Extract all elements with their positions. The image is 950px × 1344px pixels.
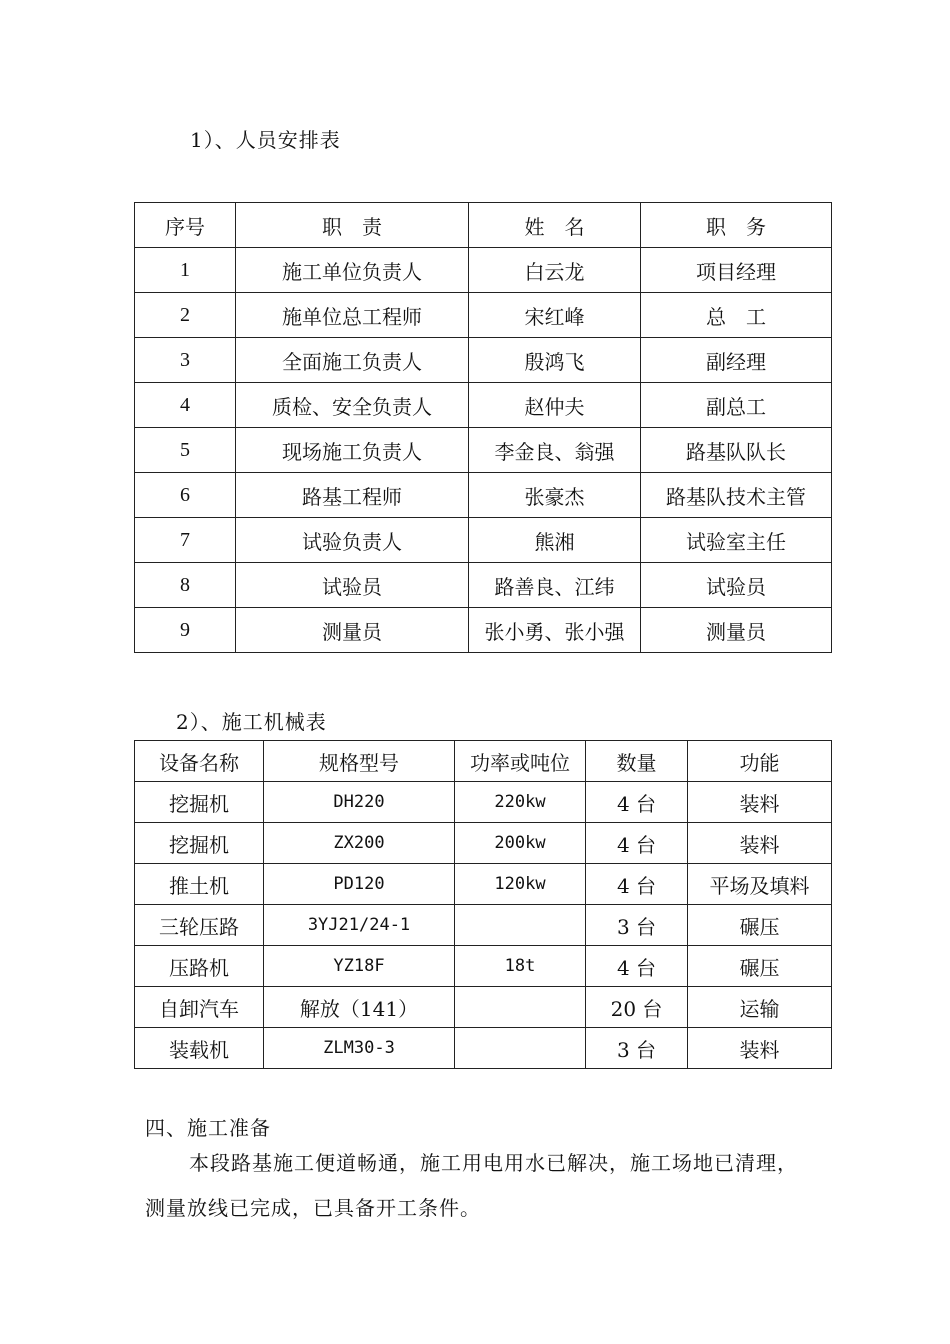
table-cell: 200kw — [455, 823, 586, 864]
table-row — [135, 782, 832, 823]
table-row — [135, 293, 832, 338]
table-cell: 路基队队长 — [641, 428, 832, 473]
table-cell: 4 台 — [586, 946, 688, 987]
table-cell: 3 台 — [586, 1028, 688, 1069]
header-cell: 规格型号 — [264, 741, 455, 782]
table-cell: 试验员 — [236, 563, 469, 608]
table-header-row — [135, 741, 832, 782]
table-cell: 4 台 — [586, 823, 688, 864]
table-cell: 挖掘机 — [135, 823, 264, 864]
table-row — [135, 1028, 832, 1069]
personnel-table — [134, 202, 832, 653]
table-cell: 李金良、翁强 — [469, 428, 641, 473]
table-cell: 宋红峰 — [469, 293, 641, 338]
table-cell: 张豪杰 — [469, 473, 641, 518]
table-cell: 解放（141） — [264, 987, 455, 1028]
table-cell: 装料 — [688, 823, 832, 864]
table-cell: 120kw — [455, 864, 586, 905]
table-row — [135, 946, 832, 987]
section-heading: 四、施工准备 — [145, 1116, 271, 1140]
table-cell: 4 台 — [586, 864, 688, 905]
table-cell: 5 — [135, 428, 236, 473]
table-cell: 碾压 — [688, 946, 832, 987]
table-row — [135, 338, 832, 383]
table-cell: ZLM30-3 — [264, 1028, 455, 1069]
table-cell: 平场及填料 — [688, 864, 832, 905]
table-cell: 20 台 — [586, 987, 688, 1028]
table-cell: 试验负责人 — [236, 518, 469, 563]
table-cell: 副经理 — [641, 338, 832, 383]
table-cell: 路基队技术主管 — [641, 473, 832, 518]
table-cell: 装料 — [688, 782, 832, 823]
table-cell: 推土机 — [135, 864, 264, 905]
header-cell: 职 务 — [641, 203, 832, 248]
table-cell: 18t — [455, 946, 586, 987]
table-row — [135, 864, 832, 905]
table-cell: 6 — [135, 473, 236, 518]
table-cell: PD120 — [264, 864, 455, 905]
header-cell: 数量 — [586, 741, 688, 782]
table-cell: 挖掘机 — [135, 782, 264, 823]
table-row — [135, 473, 832, 518]
table-cell: 3 — [135, 338, 236, 383]
table-cell: 路基工程师 — [236, 473, 469, 518]
table-cell: 碾压 — [688, 905, 832, 946]
table-cell: 白云龙 — [469, 248, 641, 293]
table-cell: 7 — [135, 518, 236, 563]
table-cell — [455, 1028, 586, 1069]
table-header-row — [135, 203, 832, 248]
machinery-table — [134, 740, 832, 1069]
table-row — [135, 248, 832, 293]
table-cell: 测量员 — [641, 608, 832, 653]
table-cell: 运输 — [688, 987, 832, 1028]
table-cell: 压路机 — [135, 946, 264, 987]
table-cell: 现场施工负责人 — [236, 428, 469, 473]
table-cell — [455, 987, 586, 1028]
table-cell: ZX200 — [264, 823, 455, 864]
table-cell: 装料 — [688, 1028, 832, 1069]
table-cell: 8 — [135, 563, 236, 608]
table-cell: 路善良、江纬 — [469, 563, 641, 608]
table-row — [135, 563, 832, 608]
header-cell: 功率或吨位 — [455, 741, 586, 782]
table-cell: 赵仲夫 — [469, 383, 641, 428]
table-cell: YZ18F — [264, 946, 455, 987]
table-cell: 自卸汽车 — [135, 987, 264, 1028]
table-cell: 装载机 — [135, 1028, 264, 1069]
table-cell: 220kw — [455, 782, 586, 823]
paragraph-line: 测量放线已完成，已具备开工条件。 — [145, 1196, 481, 1220]
table-cell: 3 台 — [586, 905, 688, 946]
table-row — [135, 518, 832, 563]
table-cell: 张小勇、张小强 — [469, 608, 641, 653]
table-cell: 质检、安全负责人 — [236, 383, 469, 428]
table-cell: 试验员 — [641, 563, 832, 608]
table-cell: 项目经理 — [641, 248, 832, 293]
table-cell: 副总工 — [641, 383, 832, 428]
table-row — [135, 987, 832, 1028]
table-cell: 测量员 — [236, 608, 469, 653]
table-cell: 总 工 — [641, 293, 832, 338]
table-cell: 殷鸿飞 — [469, 338, 641, 383]
table-row — [135, 383, 832, 428]
table-cell: 熊湘 — [469, 518, 641, 563]
table-cell: 9 — [135, 608, 236, 653]
table-cell — [455, 905, 586, 946]
paragraph-line: 本段路基施工便道畅通，施工用电用水已解决，施工场地已清理， — [189, 1151, 798, 1175]
table-cell: 三轮压路 — [135, 905, 264, 946]
header-cell: 职 责 — [236, 203, 469, 248]
table-cell: 试验室主任 — [641, 518, 832, 563]
table-cell: 施单位总工程师 — [236, 293, 469, 338]
machinery-table-title: 2）、施工机械表 — [176, 710, 327, 734]
table-cell: 4 台 — [586, 782, 688, 823]
table-cell: 全面施工负责人 — [236, 338, 469, 383]
header-cell: 设备名称 — [135, 741, 264, 782]
header-cell: 序号 — [135, 203, 236, 248]
table-cell: 3YJ21/24-1 — [264, 905, 455, 946]
table-cell: 1 — [135, 248, 236, 293]
table-cell: 4 — [135, 383, 236, 428]
table-row — [135, 428, 832, 473]
table-cell: DH220 — [264, 782, 455, 823]
table-cell: 施工单位负责人 — [236, 248, 469, 293]
table-cell: 2 — [135, 293, 236, 338]
table-row — [135, 905, 832, 946]
table-row — [135, 823, 832, 864]
header-cell: 姓 名 — [469, 203, 641, 248]
header-cell: 功能 — [688, 741, 832, 782]
table-row — [135, 608, 832, 653]
personnel-table-title: 1）、人员安排表 — [190, 128, 341, 152]
